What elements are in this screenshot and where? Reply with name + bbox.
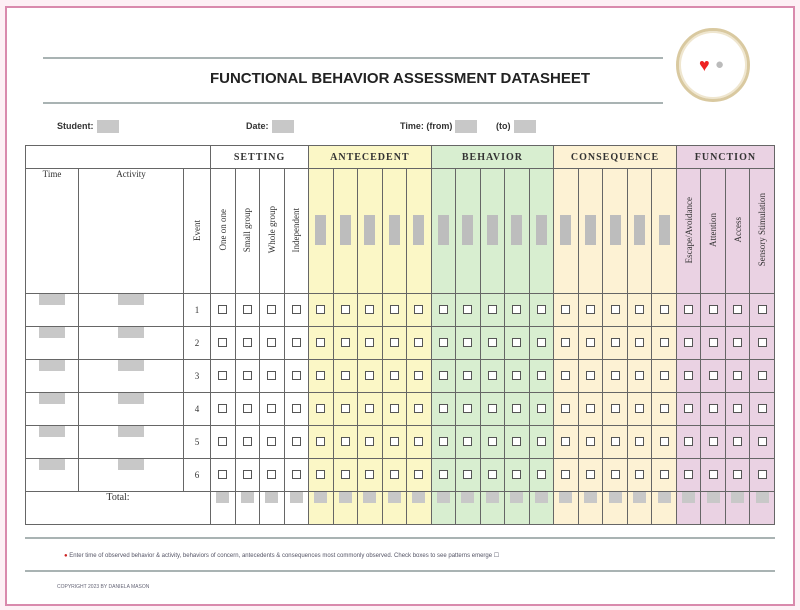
copyright: COPYRIGHT 2023 BY DANIELA MASON (57, 584, 150, 590)
total-cell[interactable] (235, 492, 260, 525)
total-cell[interactable] (725, 492, 750, 525)
checkbox[interactable] (235, 459, 260, 492)
checkbox[interactable] (554, 393, 579, 426)
checkbox[interactable] (554, 327, 579, 360)
event-number: 5 (184, 426, 211, 459)
checkbox[interactable] (382, 426, 407, 459)
checkbox[interactable] (382, 294, 407, 327)
checkbox[interactable] (333, 294, 358, 327)
event-number: 4 (184, 393, 211, 426)
table-row (26, 294, 775, 327)
time-to-field[interactable]: (to) (496, 120, 536, 133)
checkbox[interactable] (382, 360, 407, 393)
activity-cell[interactable] (79, 459, 184, 492)
activity-cell[interactable] (79, 360, 184, 393)
activity-cell[interactable] (79, 294, 184, 327)
checkbox[interactable] (505, 360, 530, 393)
column-header: Escape/Avoidance (676, 169, 701, 294)
checkbox[interactable] (260, 393, 285, 426)
time-cell[interactable] (26, 294, 79, 327)
checkbox[interactable] (456, 426, 481, 459)
checkbox[interactable] (309, 459, 334, 492)
checkbox[interactable] (505, 294, 530, 327)
total-cell[interactable] (333, 492, 358, 525)
checkbox[interactable] (652, 393, 677, 426)
group-header: FUNCTION (676, 146, 774, 169)
checkbox[interactable] (456, 459, 481, 492)
checkbox[interactable] (284, 360, 309, 393)
checkbox[interactable] (725, 360, 750, 393)
checkbox[interactable] (260, 426, 285, 459)
checkbox[interactable] (211, 426, 236, 459)
column-header: Attention (701, 169, 726, 294)
checkbox[interactable] (750, 393, 775, 426)
blank-column-header[interactable] (309, 169, 334, 294)
checkbox[interactable] (309, 393, 334, 426)
checkbox[interactable] (627, 393, 652, 426)
blank-column-header[interactable] (627, 169, 652, 294)
checkbox[interactable] (333, 327, 358, 360)
checkbox[interactable] (652, 327, 677, 360)
blank-column-header[interactable] (505, 169, 530, 294)
checkbox[interactable] (382, 393, 407, 426)
checkbox[interactable] (603, 327, 628, 360)
checkbox[interactable] (578, 459, 603, 492)
blank-column-header[interactable] (554, 169, 579, 294)
total-cell[interactable] (480, 492, 505, 525)
checkbox[interactable] (235, 327, 260, 360)
checkbox[interactable] (725, 327, 750, 360)
heart-icon: ♥ (699, 55, 710, 75)
checkbox[interactable] (480, 459, 505, 492)
time-cell[interactable] (26, 327, 79, 360)
checkbox[interactable] (652, 459, 677, 492)
checkbox[interactable] (235, 294, 260, 327)
column-header: Independent (284, 169, 309, 294)
checkbox[interactable] (750, 327, 775, 360)
checkbox[interactable] (260, 459, 285, 492)
blank-column-header[interactable] (358, 169, 383, 294)
column-header: Access (725, 169, 750, 294)
page-title: FUNCTIONAL BEHAVIOR ASSESSMENT DATASHEET (209, 70, 591, 87)
checkbox[interactable] (529, 294, 554, 327)
checkbox[interactable] (603, 459, 628, 492)
group-header: CONSEQUENCE (554, 146, 677, 169)
total-cell[interactable] (431, 492, 456, 525)
checkbox[interactable] (480, 426, 505, 459)
instructions-note: ● Enter time of observed behavior & activity, behaviors of concern, antecedents & consequences most commonly observed. Check boxes to see patterns emerge ☐ (64, 553, 500, 559)
checkbox[interactable] (211, 360, 236, 393)
blank-column-header[interactable] (603, 169, 628, 294)
checkbox[interactable] (358, 459, 383, 492)
checkbox[interactable] (407, 360, 432, 393)
checkbox[interactable] (701, 327, 726, 360)
total-cell[interactable] (627, 492, 652, 525)
total-cell[interactable] (211, 492, 236, 525)
checkbox[interactable] (529, 393, 554, 426)
table-row (26, 393, 775, 426)
checkbox[interactable] (382, 327, 407, 360)
checkbox[interactable] (725, 393, 750, 426)
time-from-field[interactable]: Time: (from) (400, 120, 477, 133)
checkbox[interactable] (701, 393, 726, 426)
checkbox[interactable] (701, 426, 726, 459)
checkbox[interactable] (309, 327, 334, 360)
checkbox[interactable] (431, 327, 456, 360)
checkbox[interactable] (627, 360, 652, 393)
group-header: ANTECEDENT (309, 146, 432, 169)
checkbox[interactable] (235, 393, 260, 426)
blank-column-header[interactable] (407, 169, 432, 294)
checkbox[interactable] (725, 459, 750, 492)
checkbox[interactable] (284, 459, 309, 492)
checkbox[interactable] (529, 426, 554, 459)
total-label: Total: (26, 492, 211, 525)
time-cell[interactable] (26, 459, 79, 492)
checkbox[interactable] (333, 426, 358, 459)
checkbox[interactable] (701, 294, 726, 327)
checkbox[interactable] (505, 327, 530, 360)
total-cell[interactable] (554, 492, 579, 525)
total-cell[interactable] (529, 492, 554, 525)
checkbox[interactable] (578, 393, 603, 426)
checkbox[interactable] (529, 459, 554, 492)
checkbox[interactable] (211, 393, 236, 426)
checkbox[interactable] (358, 327, 383, 360)
checkbox[interactable] (407, 327, 432, 360)
checkbox[interactable] (701, 360, 726, 393)
checkbox[interactable] (603, 426, 628, 459)
checkbox[interactable] (284, 426, 309, 459)
checkbox[interactable] (627, 426, 652, 459)
divider (43, 102, 663, 104)
event-number: 2 (184, 327, 211, 360)
checkbox[interactable] (480, 327, 505, 360)
total-cell[interactable] (358, 492, 383, 525)
checkbox[interactable] (750, 459, 775, 492)
checkbox[interactable] (235, 360, 260, 393)
checkbox[interactable] (260, 360, 285, 393)
divider (25, 570, 775, 572)
checkbox[interactable] (554, 426, 579, 459)
checkbox[interactable] (407, 294, 432, 327)
data-table (25, 145, 775, 525)
checkbox[interactable] (750, 294, 775, 327)
checkbox[interactable] (211, 459, 236, 492)
group-header: SETTING (211, 146, 309, 169)
checkbox[interactable] (578, 360, 603, 393)
checkbox[interactable] (333, 459, 358, 492)
total-cell[interactable] (382, 492, 407, 525)
blank-header (26, 146, 211, 169)
checkbox[interactable] (652, 294, 677, 327)
checkbox[interactable] (505, 393, 530, 426)
checkbox[interactable] (676, 426, 701, 459)
checkbox[interactable] (676, 327, 701, 360)
table-row (26, 360, 775, 393)
blank-column-header[interactable] (652, 169, 677, 294)
checkbox[interactable] (211, 294, 236, 327)
total-cell[interactable] (578, 492, 603, 525)
column-header: Small group (235, 169, 260, 294)
checkbox[interactable] (456, 294, 481, 327)
checkbox[interactable] (456, 327, 481, 360)
divider (43, 57, 663, 59)
total-cell[interactable] (260, 492, 285, 525)
checkbox[interactable] (358, 393, 383, 426)
total-cell[interactable] (676, 492, 701, 525)
blank-column-header[interactable] (382, 169, 407, 294)
checkbox[interactable] (529, 327, 554, 360)
total-cell[interactable] (505, 492, 530, 525)
activity-header: Activity (79, 169, 184, 294)
checkbox[interactable] (750, 360, 775, 393)
checkbox[interactable] (676, 459, 701, 492)
checkbox[interactable] (652, 360, 677, 393)
checkbox[interactable] (284, 294, 309, 327)
checkbox[interactable] (578, 426, 603, 459)
activity-cell[interactable] (79, 393, 184, 426)
checkbox[interactable] (309, 360, 334, 393)
checkbox[interactable] (676, 393, 701, 426)
checkbox[interactable] (578, 294, 603, 327)
event-number: 3 (184, 360, 211, 393)
time-cell[interactable] (26, 360, 79, 393)
date-field[interactable]: Date: (246, 120, 294, 133)
blank-column-header[interactable] (456, 169, 481, 294)
total-cell[interactable] (456, 492, 481, 525)
total-cell[interactable] (407, 492, 432, 525)
checkbox[interactable] (554, 459, 579, 492)
total-cell[interactable] (750, 492, 775, 525)
table-row (26, 459, 775, 492)
checkbox[interactable] (211, 327, 236, 360)
activity-cell[interactable] (79, 327, 184, 360)
checkbox[interactable] (725, 294, 750, 327)
checkbox[interactable] (456, 360, 481, 393)
checkbox[interactable] (750, 426, 775, 459)
checkbox[interactable] (456, 393, 481, 426)
checkbox[interactable] (431, 360, 456, 393)
total-cell[interactable] (309, 492, 334, 525)
checkbox[interactable] (382, 459, 407, 492)
total-cell[interactable] (652, 492, 677, 525)
checkbox[interactable] (627, 459, 652, 492)
checkbox[interactable] (235, 426, 260, 459)
checkbox[interactable] (627, 294, 652, 327)
column-header: One on one (211, 169, 236, 294)
checkbox[interactable] (725, 426, 750, 459)
checkbox[interactable] (480, 360, 505, 393)
checkbox[interactable] (652, 426, 677, 459)
checkbox[interactable] (284, 393, 309, 426)
checkbox[interactable] (333, 360, 358, 393)
time-header: Time (26, 169, 79, 294)
table-row (26, 327, 775, 360)
time-cell[interactable] (26, 393, 79, 426)
activity-cell[interactable] (79, 426, 184, 459)
blank-column-header[interactable] (480, 169, 505, 294)
blank-column-header[interactable] (529, 169, 554, 294)
checkbox[interactable] (603, 360, 628, 393)
blank-column-header[interactable] (578, 169, 603, 294)
checkbox[interactable] (260, 294, 285, 327)
checkbox[interactable] (407, 426, 432, 459)
total-cell[interactable] (701, 492, 726, 525)
checkbox[interactable] (431, 294, 456, 327)
column-header: Sensory Stimulation (750, 169, 775, 294)
checkbox[interactable] (676, 360, 701, 393)
time-cell[interactable] (26, 426, 79, 459)
checkbox[interactable] (358, 426, 383, 459)
event-header: Event (184, 169, 211, 294)
checkbox[interactable] (505, 459, 530, 492)
checkbox[interactable] (309, 294, 334, 327)
total-cell[interactable] (603, 492, 628, 525)
checkbox[interactable] (554, 294, 579, 327)
checkbox[interactable] (554, 360, 579, 393)
checkbox[interactable] (407, 459, 432, 492)
checkbox[interactable] (627, 327, 652, 360)
column-header: Whole group (260, 169, 285, 294)
checkbox[interactable] (431, 426, 456, 459)
checkbox[interactable] (578, 327, 603, 360)
checkbox[interactable] (480, 294, 505, 327)
blank-column-header[interactable] (431, 169, 456, 294)
checkbox[interactable] (480, 393, 505, 426)
checkbox[interactable] (407, 393, 432, 426)
event-number: 6 (184, 459, 211, 492)
student-field[interactable]: Student: (57, 120, 119, 133)
checkbox[interactable] (309, 426, 334, 459)
checkbox[interactable] (333, 393, 358, 426)
checkbox[interactable] (358, 360, 383, 393)
checkbox[interactable] (701, 459, 726, 492)
checkbox[interactable] (603, 393, 628, 426)
logo-seal (676, 28, 750, 102)
brain-icon: ● (715, 56, 725, 73)
checkbox[interactable] (676, 294, 701, 327)
checkbox[interactable] (358, 294, 383, 327)
table-row (26, 426, 775, 459)
event-number: 1 (184, 294, 211, 327)
checkbox[interactable] (529, 360, 554, 393)
total-cell[interactable] (284, 492, 309, 525)
checkbox[interactable] (431, 393, 456, 426)
checkbox[interactable] (603, 294, 628, 327)
checkbox[interactable] (431, 459, 456, 492)
group-header: BEHAVIOR (431, 146, 554, 169)
divider (25, 537, 775, 539)
checkbox[interactable] (284, 327, 309, 360)
blank-column-header[interactable] (333, 169, 358, 294)
checkbox[interactable] (505, 426, 530, 459)
checkbox[interactable] (260, 327, 285, 360)
